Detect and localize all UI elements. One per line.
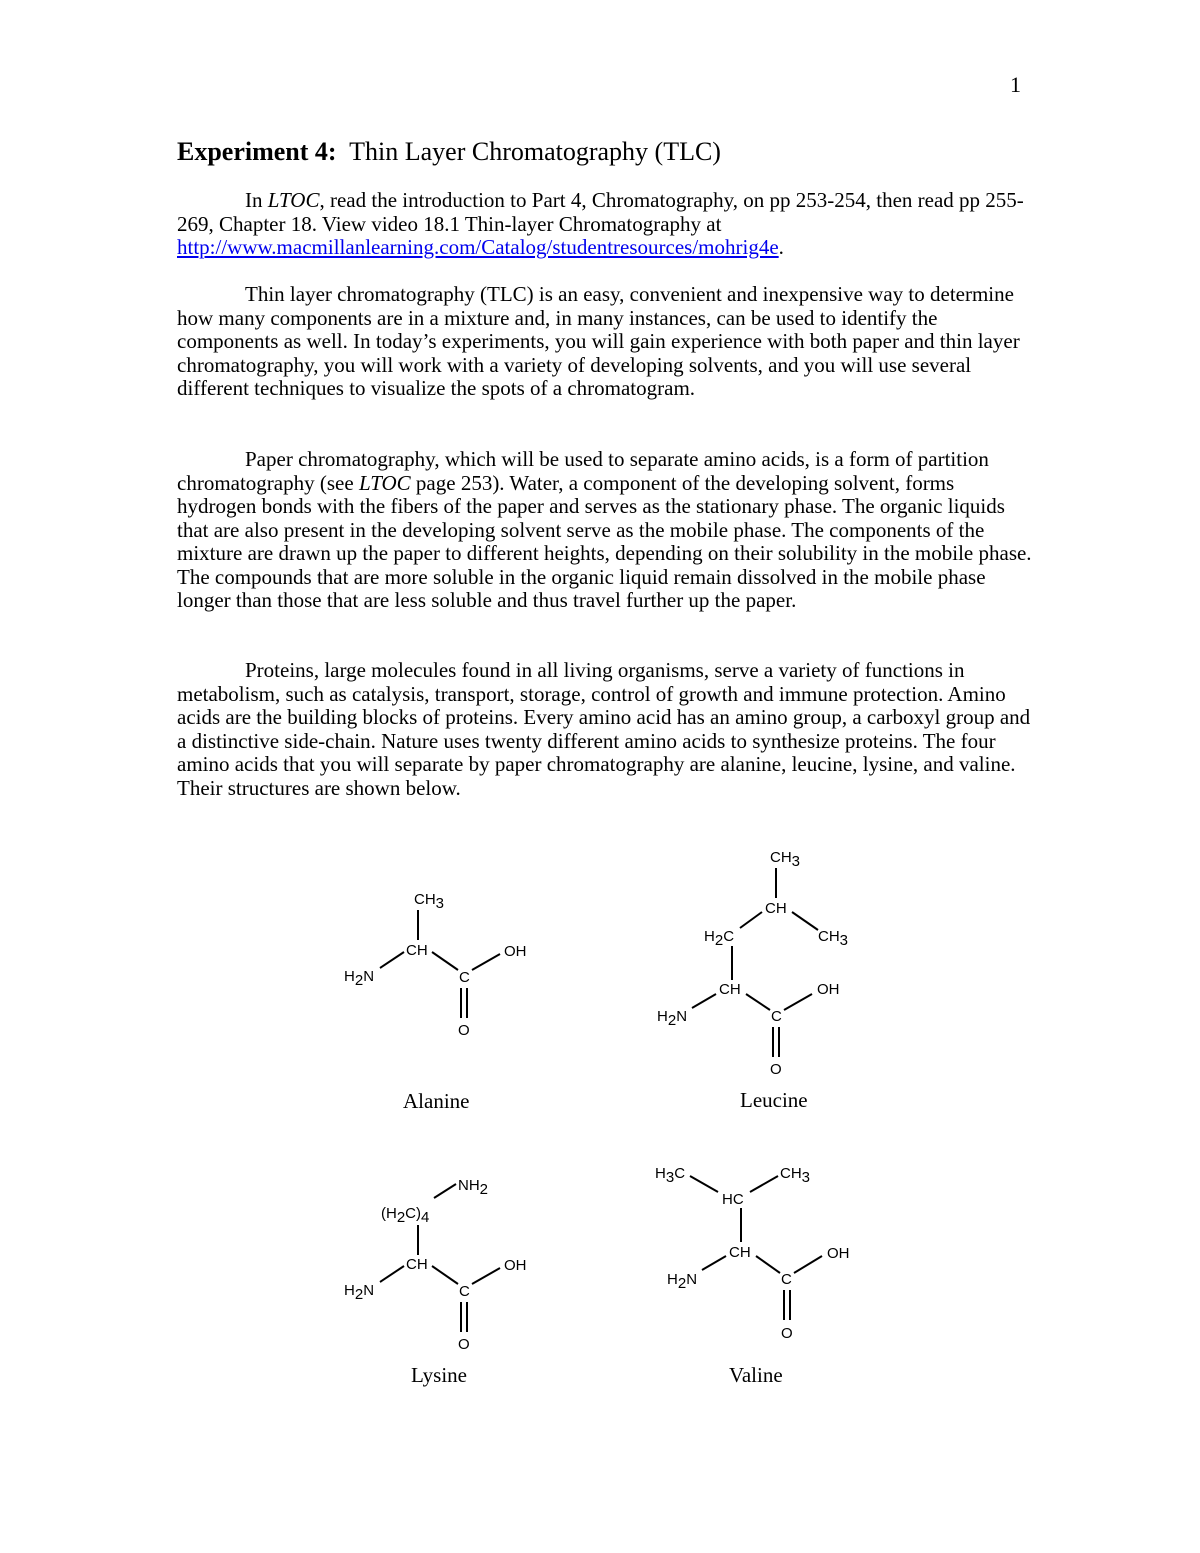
title-text: Thin Layer Chromatography (TLC) bbox=[349, 137, 721, 166]
svg-text:O: O bbox=[770, 1061, 782, 1078]
svg-text:C: C bbox=[459, 969, 470, 986]
alanine-structure bbox=[344, 891, 527, 1039]
paragraph-reading-assignment: In LTOC, read the introduction to Part 4, Chromatography, on pp 253-254, then read pp 255-269, Chapter 18. View video 18.1 Thin-layer Chromatography at http://www.macmillanlearning.com/Catalog/studentresources/mohrig4e. bbox=[177, 188, 1024, 259]
valine-structure bbox=[655, 1165, 850, 1342]
svg-text:CH: CH bbox=[765, 900, 787, 917]
svg-text:O: O bbox=[458, 1022, 470, 1039]
video-link[interactable]: http://www.macmillanlearning.com/Catalog/studentresources/mohrig4e bbox=[177, 235, 779, 259]
svg-text:NH2: NH2 bbox=[458, 1177, 489, 1198]
svg-text:CH3: CH3 bbox=[770, 849, 801, 870]
svg-text:C: C bbox=[771, 1008, 782, 1025]
paragraph-paper-chromatography: Paper chromatography, which will be used to separate amino acids, is a form of partition chromatography (see LTOC page 253). Water, a component of the developing solvent, forms hydrogen bonds with the fibers of the paper and serves as the stationary phase. The organic liquids that are also present in the developing solvent serve as the mobile phase. The components of the mixture are drawn up the paper to different heights, depending on their solubility in the mobile phase. The compounds that are more soluble in the organic liquid remain dissolved in the mobile phase longer than those that are less soluble and thus travel further up the paper. bbox=[177, 447, 1032, 612]
svg-text:OH: OH bbox=[504, 1257, 527, 1274]
ltoc-reference: LTOC bbox=[358, 470, 411, 495]
svg-text:HC: HC bbox=[722, 1191, 744, 1208]
caption-lysine: Lysine bbox=[411, 1363, 467, 1387]
lysine-structure bbox=[344, 1177, 527, 1353]
svg-text:H2N: H2N bbox=[657, 1008, 688, 1029]
caption-valine: Valine bbox=[729, 1363, 783, 1387]
leucine-structure bbox=[657, 849, 848, 1078]
caption-leucine: Leucine bbox=[740, 1088, 808, 1112]
ltoc-reference: LTOC bbox=[267, 188, 320, 212]
paragraph-proteins: Proteins, large molecules found in all living organisms, serve a variety of functions in metabolism, such as catalysis, transport, storage, control of growth and immune protection. Amino acids are the building blocks of proteins. Every amino acid has an amino group, a carboxyl group and a distinctive side-chain. Nature uses twenty different amino acids to synthesize proteins. The four amino acids that you will separate by paper chromatography are alanine, leucine, lysine, and valine. Their structures are shown below. bbox=[177, 658, 1031, 800]
svg-text:OH: OH bbox=[827, 1245, 850, 1262]
svg-text:CH: CH bbox=[719, 981, 741, 998]
svg-text:H2N: H2N bbox=[344, 968, 375, 989]
svg-text:(H2C)4: (H2C)4 bbox=[381, 1205, 430, 1226]
paragraph-tlc-intro: Thin layer chromatography (TLC) is an easy, convenient and inexpensive way to determine how many components are in a mixture and, in many instances, can be used to identify the components as well. In today’s experiments, you will gain experience with both paper and thin layer chromatography, you will work with a variety of developing solvents, and you will use several different techniques to visualize the spots of a chromatogram. bbox=[177, 282, 1020, 400]
svg-text:H2N: H2N bbox=[344, 1282, 375, 1303]
svg-text:CH: CH bbox=[406, 1256, 428, 1273]
svg-text:O: O bbox=[781, 1325, 793, 1342]
svg-text:C: C bbox=[781, 1271, 792, 1288]
page-number: 1 bbox=[1010, 72, 1021, 97]
svg-text:CH: CH bbox=[729, 1244, 751, 1261]
svg-text:CH3: CH3 bbox=[780, 1165, 811, 1186]
title-experiment-label: Experiment 4: bbox=[177, 137, 337, 166]
svg-text:OH: OH bbox=[817, 981, 840, 998]
svg-text:H3C: H3C bbox=[655, 1165, 686, 1186]
svg-text:CH3: CH3 bbox=[818, 928, 849, 949]
svg-text:H2N: H2N bbox=[667, 1271, 698, 1292]
svg-text:OH: OH bbox=[504, 943, 527, 960]
svg-text:O: O bbox=[458, 1336, 470, 1353]
svg-text:H2C: H2C bbox=[704, 928, 735, 949]
svg-text:CH: CH bbox=[406, 942, 428, 959]
svg-text:C: C bbox=[459, 1283, 470, 1300]
caption-alanine: Alanine bbox=[403, 1089, 470, 1113]
svg-text:CH3: CH3 bbox=[414, 891, 445, 912]
